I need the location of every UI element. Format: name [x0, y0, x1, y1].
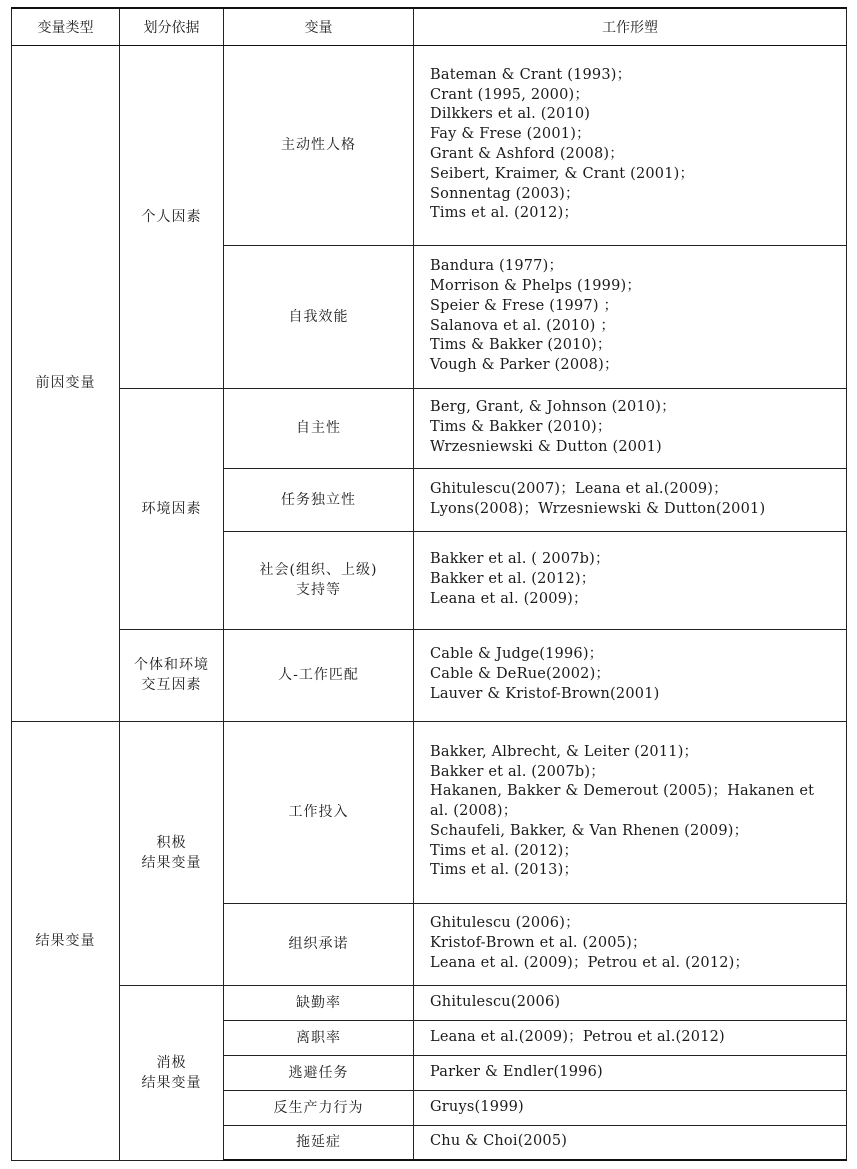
reference: Tims et al. (2012)； [430, 205, 579, 222]
reference: Crant (1995, 2000)； [430, 86, 590, 103]
job-crafting-variables-table [11, 7, 847, 1161]
variable-label: 逃避任务 [288, 1064, 349, 1081]
references-cell [414, 245, 847, 388]
variable-absenteeism [224, 985, 414, 1020]
basis-environmental-factors [120, 388, 224, 629]
variable-turnover [224, 1020, 414, 1055]
variable-person-job-fit [224, 629, 414, 721]
table-row [12, 388, 847, 468]
references-cell [414, 1090, 847, 1125]
variable-organizational-commitment [224, 903, 414, 985]
references-cell [414, 629, 847, 721]
reference: Lyons(2008)；Wrzesniewski & Dutton(2001) [430, 500, 766, 517]
header-variable-type: 变量类型 [12, 8, 120, 45]
reference: Bandura (1977)； [430, 258, 564, 275]
variable-label: 主动性人格 [281, 137, 356, 153]
variable-work-engagement [224, 721, 414, 903]
reference: Sonnentag (2003)； [430, 185, 580, 202]
reference: Parker & Endler(1996) [430, 1063, 603, 1080]
reference: Berg, Grant, & Johnson (2010)； [430, 399, 676, 416]
basis-label: 结果变量 [141, 855, 202, 871]
variable-label: 自我效能 [288, 308, 349, 325]
reference: Bakker et al. (2007b)； [430, 763, 605, 780]
variable-autonomy [224, 388, 414, 468]
category-antecedent: 前因变量 [12, 45, 120, 721]
references-cell [414, 45, 847, 245]
basis-label: 消极 [156, 1054, 187, 1071]
references-cell [414, 985, 847, 1020]
reference: Leana et al. (2009)； [430, 590, 588, 607]
reference: Tims & Bakker (2010)； [430, 419, 612, 436]
reference: Bakker et al. ( 2007b)； [430, 551, 610, 568]
reference: Salanova et al. (2010) ； [430, 317, 616, 334]
variable-social-support [224, 531, 414, 629]
basis-interaction-factors [120, 629, 224, 721]
reference: Cable & Judge(1996)； [430, 646, 604, 663]
reference: Tims & Bakker (2010)； [430, 337, 612, 354]
reference: Morrison & Phelps (1999)； [430, 277, 642, 294]
variable-task-avoidance [224, 1055, 414, 1090]
variable-label: 社会(组织、上级) [259, 562, 378, 578]
reference: Chu & Choi(2005) [430, 1133, 568, 1150]
references-cell [414, 1020, 847, 1055]
header-variable: 变量 [224, 8, 414, 45]
basis-negative-outcomes [120, 985, 224, 1160]
reference: Grant & Ashford (2008)； [430, 146, 624, 162]
references-cell [414, 903, 847, 985]
reference: Ghitulescu (2006)； [430, 915, 580, 932]
references-cell [414, 388, 847, 468]
reference: Speier & Frese (1997) ； [430, 297, 619, 314]
reference: Seibert, Kraimer, & Crant (2001)； [430, 165, 695, 182]
header-row [12, 8, 847, 45]
references-cell [414, 1125, 847, 1160]
reference: Ghitulescu(2007)；Leana et al.(2009)； [430, 480, 728, 497]
variable-label: 支持等 [296, 582, 341, 598]
basis-positive-outcomes [120, 721, 224, 985]
reference: Schaufeli, Bakker, & Van Rhenen (2009)； [430, 822, 749, 839]
variable-self-efficacy [224, 245, 414, 388]
references-cell [414, 468, 847, 531]
variable-counterproductive-behavior [224, 1090, 414, 1125]
variable-task-independence [224, 468, 414, 531]
table-row [12, 985, 847, 1020]
reference: Leana et al. (2009)；Petrou et al. (2012)； [430, 954, 750, 971]
reference: Fay & Frese (2001)； [430, 126, 591, 143]
variable-label: 缺勤率 [296, 994, 341, 1011]
basis-label: 环境因素 [141, 500, 202, 517]
variable-label: 拖延症 [296, 1134, 341, 1151]
references-cell [414, 721, 847, 903]
basis-personal-factors [120, 45, 224, 388]
variable-label: 反生产力行为 [273, 1099, 364, 1116]
reference: Gruys(1999) [430, 1098, 524, 1115]
reference: Bakker et al. (2012)； [430, 571, 596, 588]
table-row [12, 45, 847, 245]
reference: Wrzesniewski & Dutton (2001) [430, 438, 662, 455]
table-row [12, 721, 847, 903]
reference: Dilkkers et al. (2010) [430, 106, 591, 123]
references-cell [414, 531, 847, 629]
reference: Hakanen, Bakker & Demerout (2005)；Hakanen et al. (2008)； [430, 783, 815, 820]
basis-label: 个体和环境 [134, 657, 209, 673]
reference: Bakker, Albrecht, & Leiter (2011)； [430, 743, 699, 760]
basis-label: 交互因素 [141, 677, 202, 693]
variable-label: 离职率 [296, 1029, 341, 1046]
reference: Bateman & Crant (1993)； [430, 66, 632, 83]
reference: Tims et al. (2012)； [430, 842, 579, 859]
reference: Cable & DeRue(2002)； [430, 666, 611, 683]
variable-procrastination [224, 1125, 414, 1160]
header-classification-basis: 划分依据 [120, 8, 224, 45]
basis-label: 个人因素 [141, 208, 202, 225]
table-row [12, 629, 847, 721]
reference: Lauver & Kristof-Brown(2001) [430, 685, 660, 702]
variable-label: 自主性 [296, 420, 341, 436]
variable-label: 组织承诺 [288, 936, 349, 952]
reference: Kristof-Brown et al. (2005)； [430, 935, 647, 952]
variable-label: 工作投入 [288, 804, 349, 820]
basis-label: 结果变量 [141, 1074, 202, 1091]
references-cell [414, 1055, 847, 1090]
reference: Ghitulescu(2006) [430, 993, 561, 1010]
basis-label: 积极 [156, 835, 187, 851]
variable-label: 任务独立性 [281, 491, 356, 508]
reference: Vough & Parker (2008)； [430, 357, 619, 374]
reference: Tims et al. (2013)； [430, 862, 579, 879]
header-job-crafting: 工作形塑 [414, 8, 847, 45]
reference: Leana et al.(2009)；Petrou et al.(2012) [430, 1028, 725, 1045]
category-outcome: 结果变量 [12, 721, 120, 1160]
variable-proactive-personality [224, 45, 414, 245]
variable-label: 人-工作匹配 [278, 667, 359, 683]
